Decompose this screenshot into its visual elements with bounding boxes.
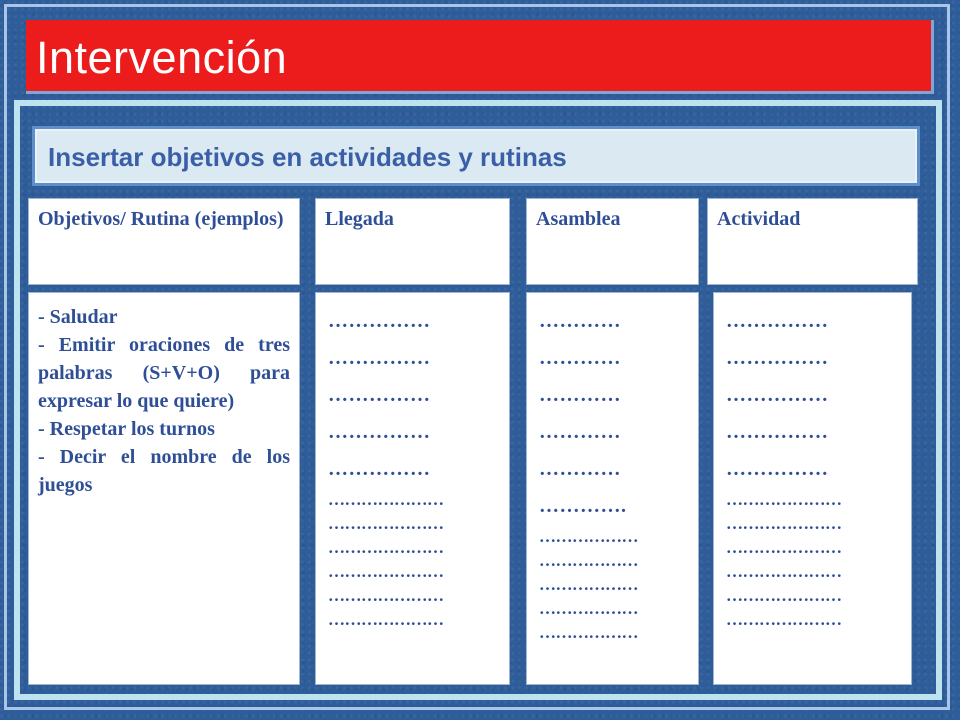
dotted-line: ……………… <box>539 599 638 618</box>
dotted-line: …………… <box>328 458 431 480</box>
dotted-line: ………… <box>539 458 621 480</box>
dotted-line: …………… <box>726 347 829 369</box>
actividad-dots <box>723 303 902 632</box>
dotted-line: ………………… <box>328 586 444 605</box>
llegada-cell <box>315 292 510 685</box>
dotted-line: …………… <box>328 421 431 443</box>
title-bar <box>26 20 934 94</box>
dotted-line: ……………… <box>539 575 638 594</box>
dotted-line: ………………… <box>328 514 444 533</box>
dotted-line: …………. <box>539 495 627 517</box>
dotted-line: …………… <box>726 384 829 406</box>
page-title: Intervención <box>36 32 288 83</box>
dotted-line: ……………… <box>539 527 638 546</box>
objetivo-item: - Respetar los turnos <box>38 418 215 440</box>
dotted-line: …………… <box>328 310 431 332</box>
llegada-dots <box>325 303 500 632</box>
objetivo-item: - Emitir oraciones de tres palabras (S+V+O) para expresar lo que quiere) <box>38 334 290 412</box>
dotted-line: ………………… <box>726 586 842 605</box>
dotted-line: ………… <box>539 347 621 369</box>
dotted-line: ………………… <box>328 490 444 509</box>
dotted-line: …………… <box>328 384 431 406</box>
subtitle-bar <box>32 126 920 186</box>
dotted-line: …………… <box>726 458 829 480</box>
header-actividad: Actividad <box>707 198 918 285</box>
dotted-line: ………………… <box>726 538 842 557</box>
dotted-line: ………………… <box>726 610 842 629</box>
dotted-line: ………………… <box>726 562 842 581</box>
dotted-line: …………… <box>726 421 829 443</box>
page-subtitle: Insertar objetivos en actividades y rutinas <box>48 142 567 172</box>
dotted-line: ………………… <box>328 538 444 557</box>
dotted-line: ………………… <box>328 562 444 581</box>
asamblea-cell <box>526 292 699 685</box>
dotted-line: ………… <box>539 421 621 443</box>
dotted-line: ………………… <box>726 514 842 533</box>
header-asamblea: Asamblea <box>526 198 699 285</box>
objetivos-cell <box>28 292 300 685</box>
dotted-line: ………………… <box>328 610 444 629</box>
header-llegada: Llegada <box>315 198 510 285</box>
dotted-line: ………… <box>539 384 621 406</box>
objetivo-item: - Decir el nombre de los juegos <box>38 446 290 496</box>
dotted-line: …………… <box>726 310 829 332</box>
asamblea-dots <box>536 303 689 645</box>
actividad-cell <box>713 292 912 685</box>
header-objetivos: Objetivos/ Rutina (ejemplos) <box>28 198 300 285</box>
dotted-line: ……………… <box>539 623 638 642</box>
objetivo-item: - Saludar <box>38 306 118 328</box>
dotted-line: …………… <box>328 347 431 369</box>
dotted-line: ………………… <box>726 490 842 509</box>
dotted-line: ……………… <box>539 551 638 570</box>
dotted-line: ………… <box>539 310 621 332</box>
